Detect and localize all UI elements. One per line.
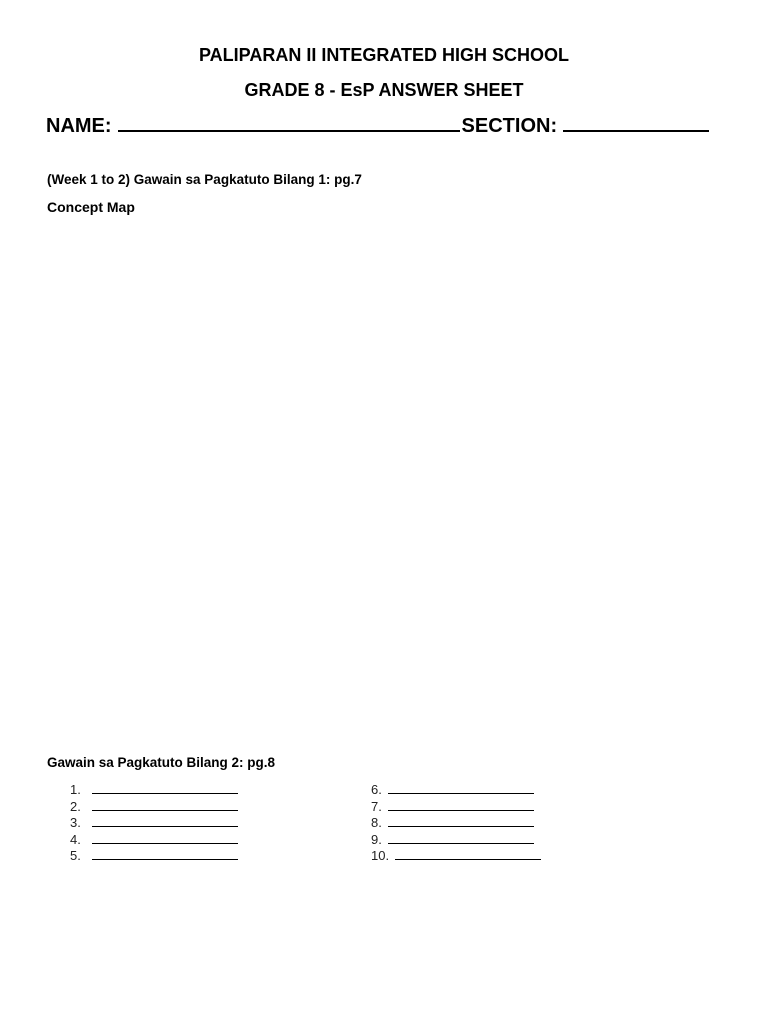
answer-number: 1. — [70, 782, 81, 797]
answer-blank[interactable] — [388, 815, 534, 827]
sheet-title: GRADE 8 - EsP ANSWER SHEET — [244, 80, 524, 100]
answer-blank[interactable] — [92, 815, 238, 827]
answer-number: 3. — [70, 815, 81, 831]
answer-blank[interactable] — [92, 832, 238, 844]
answer-item — [371, 799, 541, 816]
answer-blank[interactable] — [92, 848, 238, 860]
section-blank[interactable] — [563, 112, 709, 132]
activity1-title: (Week 1 to 2) Gawain sa Pagkatuto Bilang 1: pg.7 — [47, 172, 362, 187]
answer-number: 8. — [371, 815, 382, 831]
answer-blank[interactable] — [388, 799, 534, 811]
answer-item — [371, 782, 541, 799]
answer-blank[interactable] — [388, 832, 534, 844]
answer-number: 10. — [371, 848, 390, 864]
activity2-title: Gawain sa Pagkatuto Bilang 2: pg.8 — [47, 755, 276, 770]
answer-item — [371, 832, 541, 849]
answer-list-left — [70, 782, 238, 865]
name-blank[interactable] — [118, 112, 460, 132]
answer-blank[interactable] — [388, 782, 534, 794]
answer-item — [371, 848, 541, 865]
answer-item — [70, 848, 238, 865]
answer-number: 6. — [371, 782, 382, 797]
answer-item — [70, 832, 238, 849]
concept-map-label: Concept Map — [47, 199, 135, 215]
answer-item — [70, 799, 238, 816]
answer-blank[interactable] — [92, 799, 238, 811]
answer-item — [371, 815, 541, 832]
school-name: PALIPARAN II INTEGRATED HIGH SCHOOL — [198, 45, 569, 65]
section-label: SECTION: — [461, 115, 558, 137]
answer-list-right — [371, 782, 541, 865]
answer-item — [70, 815, 238, 832]
answer-number: 4. — [70, 831, 81, 847]
answer-number: 2. — [70, 798, 81, 814]
answer-number: 7. — [371, 798, 382, 814]
answer-item — [70, 782, 238, 799]
answer-blank[interactable] — [92, 782, 238, 794]
answer-blank[interactable] — [395, 848, 541, 860]
name-section-row — [46, 112, 709, 138]
name-label: NAME: — [46, 115, 112, 137]
answer-number: 9. — [371, 831, 382, 847]
answer-number: 5. — [70, 848, 81, 864]
